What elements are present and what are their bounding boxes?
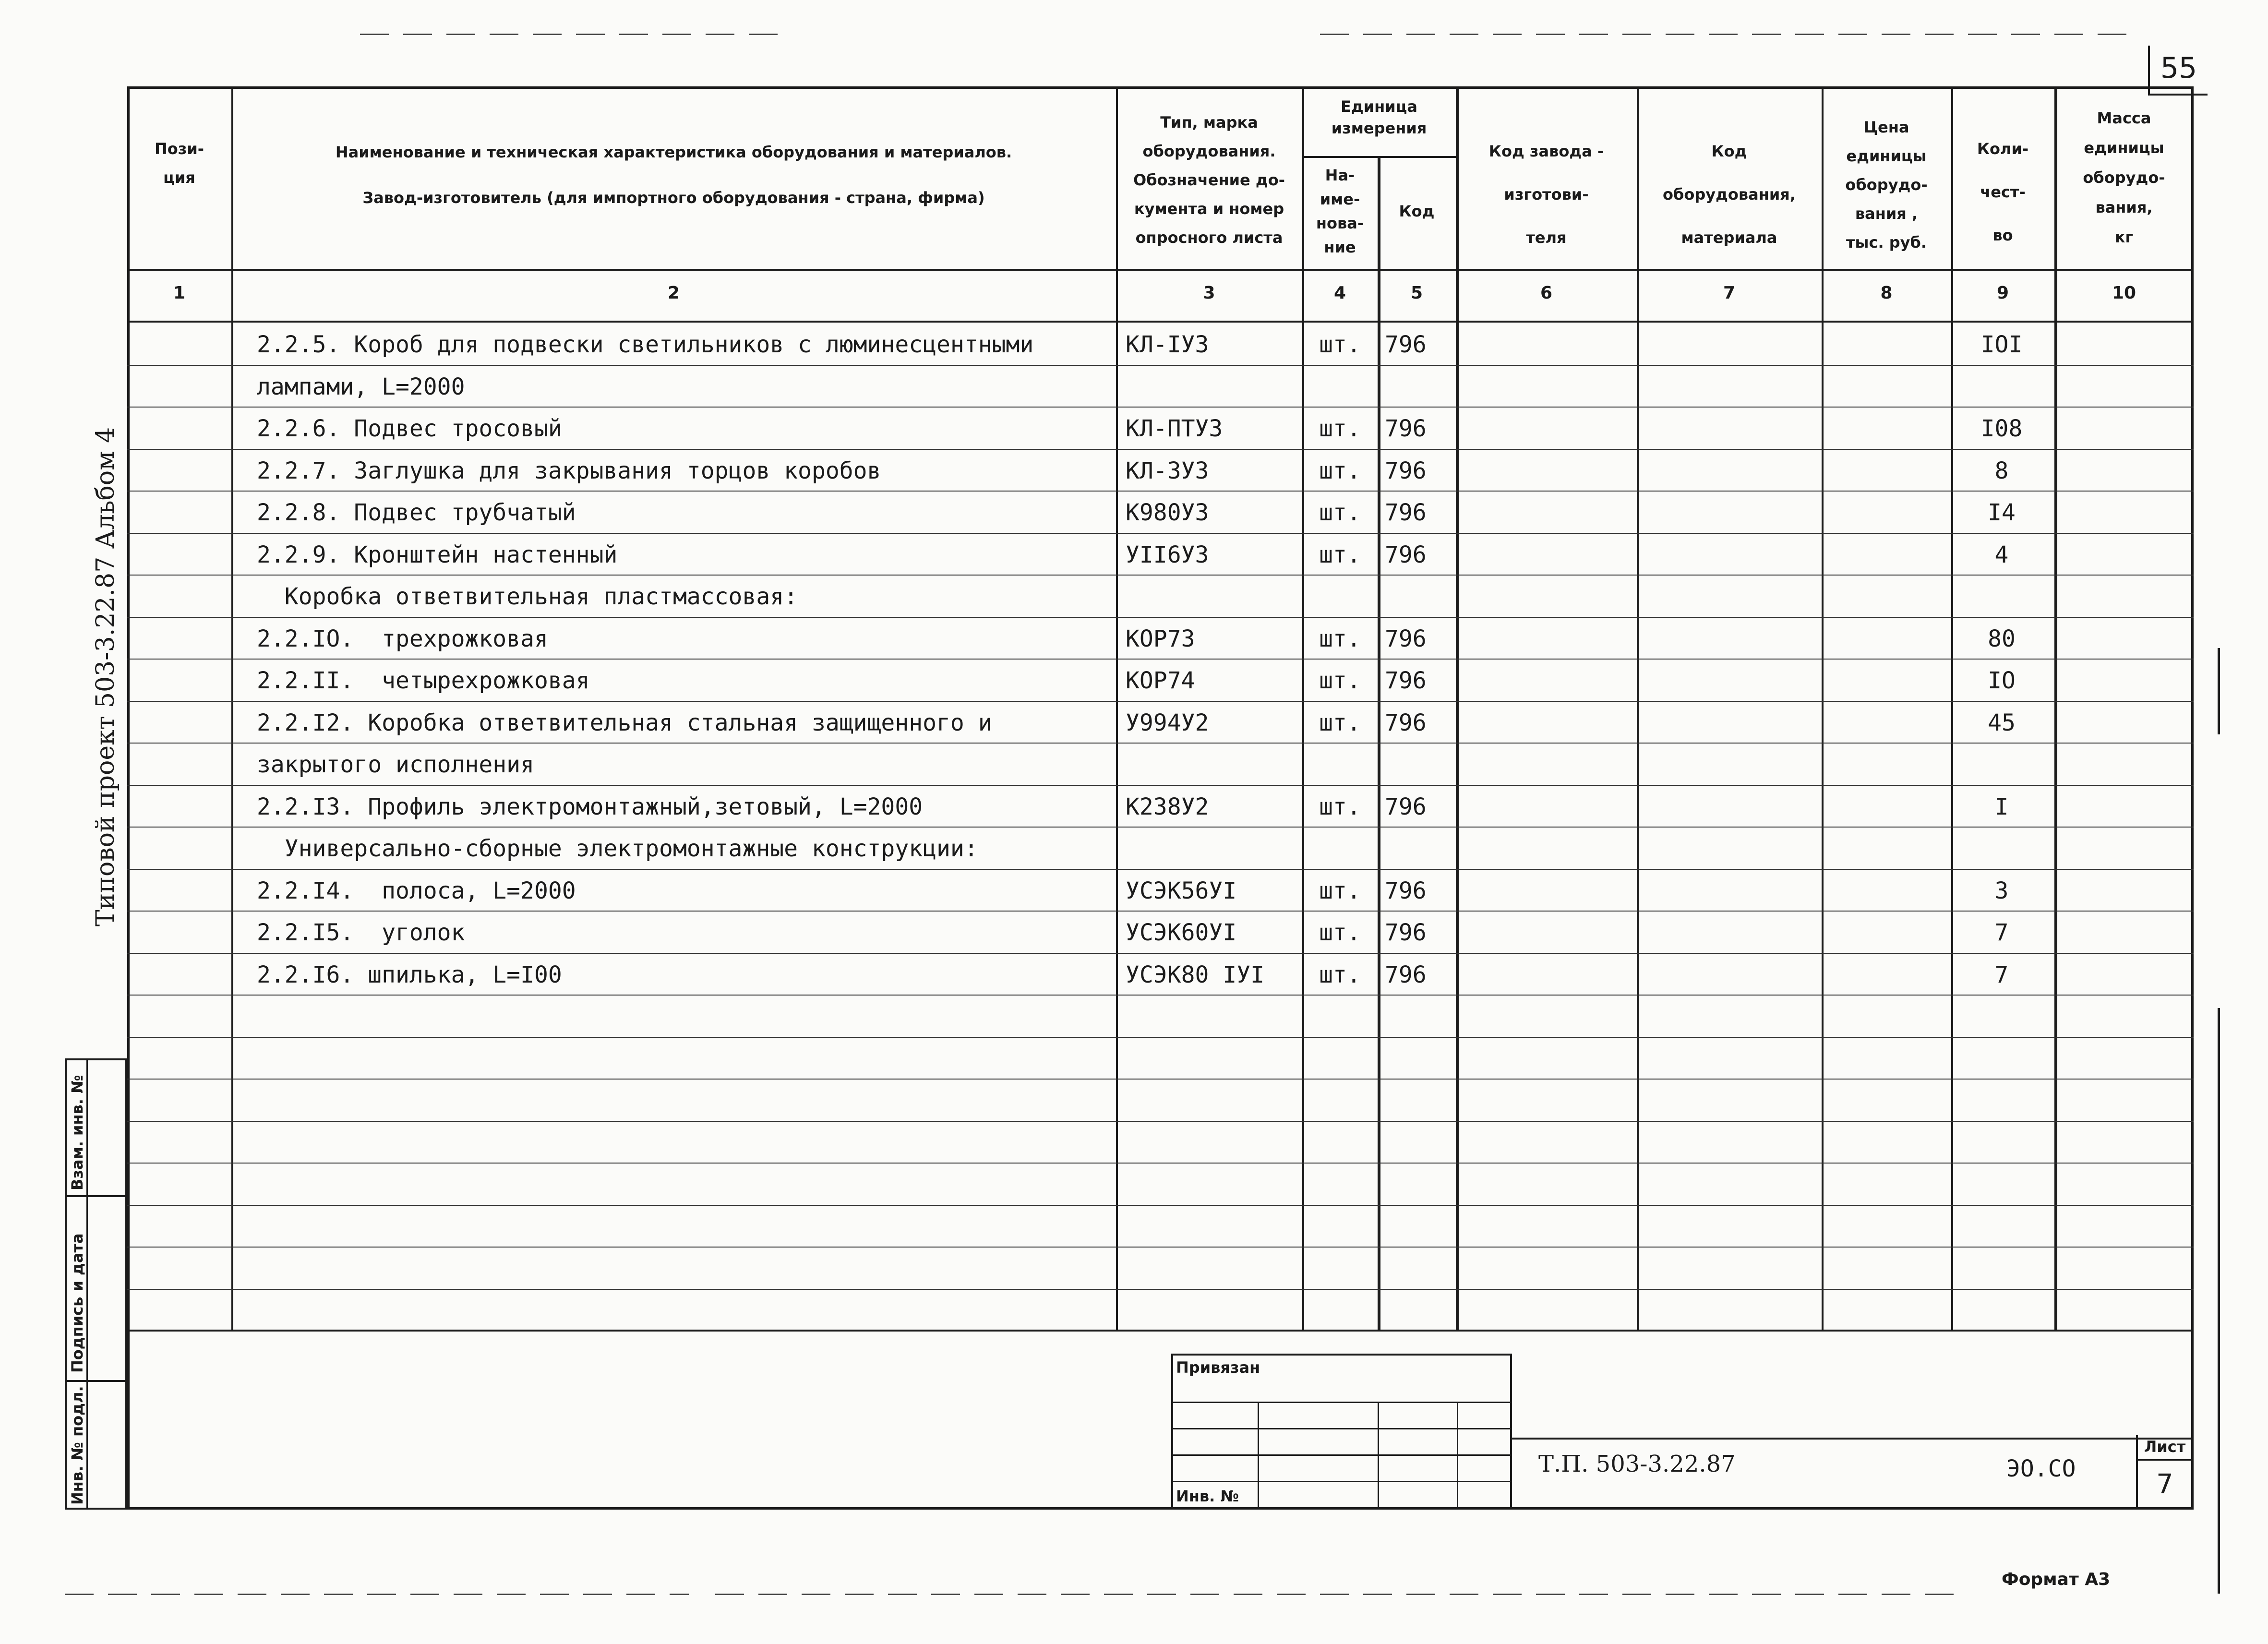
- header-type: Тип, марка оборудования. Обозначение до- кумента и номер опросного листа: [1133, 113, 1285, 247]
- row-type: КЛ-IУЗ: [1126, 331, 1209, 358]
- col-line-1: [231, 86, 233, 1330]
- row-qty: I08: [1980, 415, 2023, 442]
- privyazan-line: [1171, 1402, 1512, 1403]
- row-code: 796: [1385, 961, 1427, 988]
- right-edge-line: [2218, 1008, 2220, 1594]
- side-stamp-label: Взам. инв. №: [68, 1075, 86, 1190]
- right-edge-mark: [2218, 648, 2220, 734]
- col-line-8: [1951, 86, 1953, 1330]
- row-line: [127, 449, 2194, 450]
- side-stamp-line: [65, 1380, 127, 1382]
- row-qty: I4: [1988, 499, 2016, 526]
- header-unit-name: На- име- нова- ние: [1316, 166, 1364, 256]
- row-unit: шт.: [1319, 499, 1361, 526]
- format-label: Формат А3: [2002, 1570, 2111, 1589]
- row-name: 2.2.7. Заглушка для закрывания торцов коробов: [257, 457, 881, 484]
- row-line: [127, 1163, 2194, 1164]
- column-number-bottom-line: [127, 321, 2194, 323]
- top-scan-line: [1320, 34, 2136, 35]
- row-name: Универсально-сборные электромонтажные конструкции:: [257, 835, 978, 862]
- row-type: КЛ-ПТУЗ: [1126, 415, 1223, 442]
- row-name: 2.2.9. Кронштейн настенный: [257, 541, 618, 568]
- row-line: [127, 1079, 2194, 1080]
- row-unit: шт.: [1319, 961, 1361, 988]
- row-type: КОР74: [1126, 667, 1195, 694]
- column-number: 10: [2112, 283, 2136, 303]
- column-number: 7: [1723, 283, 1736, 303]
- row-type: КЛ-ЗУЗ: [1126, 457, 1209, 484]
- row-name: 2.2.8. Подвес трубчатый: [257, 499, 576, 526]
- bottom-scan-line: [715, 1594, 1954, 1595]
- col-line-6: [1637, 86, 1639, 1330]
- row-qty: 7: [1994, 919, 2009, 946]
- row-unit: шт.: [1319, 919, 1361, 946]
- header-bottom-line: [127, 269, 2194, 271]
- row-unit: шт.: [1319, 625, 1361, 652]
- row-name: лампами, L=2000: [257, 373, 465, 400]
- row-name: 2.2.IO. трехрожковая: [257, 625, 548, 652]
- side-stamp-line: [65, 1195, 127, 1197]
- row-line: [127, 365, 2194, 366]
- side-stamp-label: Подпись и дата: [68, 1233, 86, 1373]
- row-line: [127, 1037, 2194, 1038]
- header-name: Наименование и техническая характеристика оборудования и материалов. Завод-изготовитель (для импортного оборудования - страна, фирма): [335, 143, 1012, 207]
- row-qty: IOI: [1980, 331, 2023, 358]
- side-project-label: Типовой проект 503-3.22.87 Альбом 4: [91, 427, 120, 926]
- document-code: ЭО.СО: [2006, 1455, 2076, 1482]
- privyazan-divider: [1457, 1402, 1458, 1510]
- row-name: 2.2.I6. шпилька, L=I00: [257, 961, 562, 988]
- row-line: [127, 617, 2194, 618]
- row-line: [127, 827, 2194, 828]
- sheet-box-line: [2136, 1459, 2194, 1461]
- row-line: [127, 1205, 2194, 1206]
- header-unit-group: Единица измерения: [1331, 97, 1427, 137]
- col-line-3: [1302, 86, 1304, 1330]
- row-line: [127, 743, 2194, 744]
- column-number: 3: [1203, 283, 1215, 303]
- row-name: 2.2.6. Подвес тросовый: [257, 415, 562, 442]
- row-line: [127, 869, 2194, 870]
- row-line: [127, 701, 2194, 702]
- bottom-scan-line: [65, 1594, 689, 1595]
- row-code: 796: [1385, 667, 1427, 694]
- row-code: 796: [1385, 793, 1427, 820]
- header-equipment-code: Код оборудования, материала: [1663, 142, 1796, 247]
- privyazan-line: [1171, 1454, 1512, 1456]
- row-line: [127, 575, 2194, 576]
- row-qty: 45: [1988, 709, 2016, 736]
- row-type: К238У2: [1126, 793, 1209, 820]
- row-unit: шт.: [1319, 457, 1361, 484]
- row-line: [127, 1247, 2194, 1248]
- row-unit: шт.: [1319, 793, 1361, 820]
- row-code: 796: [1385, 709, 1427, 736]
- row-unit: шт.: [1319, 877, 1361, 904]
- row-line: [127, 491, 2194, 492]
- column-number: 6: [1540, 283, 1553, 303]
- row-type: УII6УЗ: [1126, 541, 1209, 568]
- header-unit-code: Код: [1399, 202, 1435, 220]
- row-name: 2.2.I3. Профиль электромонтажный,зетовый, L=2000: [257, 793, 923, 820]
- inv-no-label: Инв. №: [1176, 1487, 1239, 1505]
- privyazan-divider: [1378, 1402, 1379, 1510]
- row-code: 796: [1385, 457, 1427, 484]
- row-qty: 80: [1988, 625, 2016, 652]
- row-name: 2.2.5. Короб для подвески светильников с люминесцентными: [257, 331, 1034, 358]
- row-name: Коробка ответвительная пластмассовая:: [257, 583, 798, 610]
- row-name: 2.2.II. четырехрожковая: [257, 667, 590, 694]
- row-qty: 7: [1994, 961, 2009, 988]
- row-type: УСЭК60УI: [1126, 919, 1237, 946]
- sheet-number: 7: [2156, 1469, 2173, 1500]
- row-line: [127, 407, 2194, 408]
- row-qty: 3: [1994, 877, 2009, 904]
- header-price: Цена единицы оборудо- вания , тыс. руб.: [1845, 118, 1928, 252]
- column-number: 1: [173, 283, 186, 303]
- col-line-7: [1822, 86, 1824, 1330]
- column-number: 8: [1880, 283, 1893, 303]
- col-line-5: [1456, 86, 1459, 1330]
- stamp-top-line: [127, 1330, 2194, 1332]
- column-number: 9: [1996, 283, 2009, 303]
- top-scan-line: [360, 34, 792, 35]
- project-code: Т.П. 503-3.22.87: [1538, 1451, 1736, 1477]
- header-mass: Масса единицы оборудо- вания, кг: [2083, 109, 2165, 246]
- title-strip-line: [1512, 1438, 2194, 1440]
- row-code: 796: [1385, 499, 1427, 526]
- privyazan-block: [1171, 1354, 1512, 1510]
- privyazan-line: [1171, 1428, 1512, 1429]
- row-line: [127, 995, 2194, 996]
- row-type: У994У2: [1126, 709, 1209, 736]
- privyazan-line: [1171, 1481, 1512, 1482]
- row-unit: шт.: [1319, 331, 1361, 358]
- row-type: К980УЗ: [1126, 499, 1209, 526]
- row-name: 2.2.I4. полоса, L=2000: [257, 877, 576, 904]
- row-line: [127, 911, 2194, 912]
- privyazan-label: Привязан: [1176, 1358, 1260, 1377]
- side-stamp-divider: [86, 1058, 88, 1510]
- header-position: Пози- ция: [154, 140, 204, 187]
- column-number: 5: [1410, 283, 1423, 303]
- row-unit: шт.: [1319, 541, 1361, 568]
- row-code: 796: [1385, 877, 1427, 904]
- row-unit: шт.: [1319, 667, 1361, 694]
- row-qty: I: [1994, 793, 2009, 820]
- row-qty: IO: [1988, 667, 2016, 694]
- row-unit: шт.: [1319, 415, 1361, 442]
- row-qty: 8: [1994, 457, 2009, 484]
- row-line: [127, 659, 2194, 660]
- row-type: КОР73: [1126, 625, 1195, 652]
- row-name: 2.2.I2. Коробка ответвительная стальная защищенного и: [257, 709, 992, 736]
- row-code: 796: [1385, 919, 1427, 946]
- row-line: [127, 1289, 2194, 1290]
- side-stamp-label: Инв. № подл.: [68, 1386, 86, 1505]
- row-code: 796: [1385, 625, 1427, 652]
- row-line: [127, 533, 2194, 534]
- privyazan-divider: [1258, 1402, 1259, 1510]
- row-qty: 4: [1994, 541, 2009, 568]
- row-type: УСЭК56УI: [1126, 877, 1237, 904]
- column-number: 2: [667, 283, 680, 303]
- row-name: 2.2.I5. уголок: [257, 919, 465, 946]
- row-code: 796: [1385, 331, 1427, 358]
- row-code: 796: [1385, 541, 1427, 568]
- sheet-label: Лист: [2144, 1438, 2186, 1456]
- row-line: [127, 1121, 2194, 1122]
- header-quantity: Коли- чест- во: [1977, 140, 2029, 244]
- row-line: [127, 953, 2194, 954]
- col-line-9: [2054, 86, 2057, 1330]
- column-number: 4: [1333, 283, 1346, 303]
- row-unit: шт.: [1319, 709, 1361, 736]
- row-line: [127, 785, 2194, 786]
- row-type: УСЭК80 IУI: [1126, 961, 1264, 988]
- row-code: 796: [1385, 415, 1427, 442]
- corner-number: 55: [2160, 51, 2197, 85]
- header-factory-code: Код завода - изготови- теля: [1488, 142, 1604, 247]
- col-line-2: [1116, 86, 1118, 1330]
- row-name: закрытого исполнения: [257, 751, 534, 778]
